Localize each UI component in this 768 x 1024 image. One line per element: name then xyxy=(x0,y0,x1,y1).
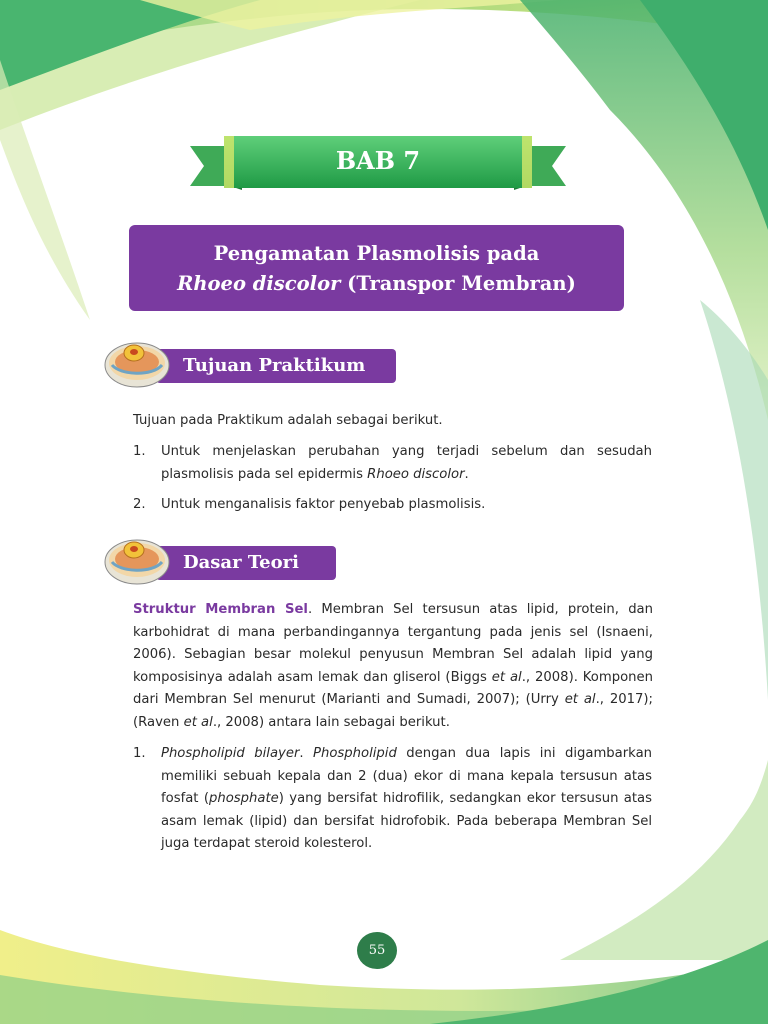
list-number: 1. xyxy=(133,746,146,761)
term-struktur-membran-sel: Struktur Membran Sel xyxy=(133,602,308,617)
cell-illustration-icon xyxy=(104,528,174,588)
list-item xyxy=(133,743,653,858)
list-item xyxy=(133,494,653,518)
list-number: 2. xyxy=(133,497,146,512)
chapter-title-line1: Pengamatan Plasmolisis pada xyxy=(213,242,540,265)
section-header-tujuan xyxy=(104,347,396,385)
chapter-title-box xyxy=(129,225,624,311)
dasar-teori-paragraph: Struktur Membran Sel. Membran Sel tersusun atas lipid, protein, dan karbohidrat di mana perbandingannya tergantung pada jenis sel (Isnaeni, 2006). Sebagian besar molekul penyusun Membran Sel adalah lipid yang komposisinya adalah asam lemak dan gliserol (Biggs et al., 2008). Komponen dari Membran Sel menurut (Marianti and Sumadi, 2007); (Urry et al., 2017); (Raven et al., 2008) antara lain sebagai berikut. xyxy=(133,602,654,730)
chapter-ribbon xyxy=(190,134,566,192)
list-item xyxy=(133,441,653,487)
section-header-dasar xyxy=(104,544,336,582)
cell-illustration-icon xyxy=(104,331,174,391)
tujuan-intro: Tujuan pada Praktikum adalah sebagai berikut. xyxy=(133,413,443,428)
list-text: Untuk menjelaskan perubahan yang terjadi sebelum dan sesudah plasmolisis pada sel epidermis Rhoeo discolor. xyxy=(161,444,652,482)
list-text: Untuk menganalisis faktor penyebab plasmolisis. xyxy=(161,497,486,512)
chapter-label: BAB 7 xyxy=(335,146,421,175)
section-title-tujuan: Tujuan Praktikum xyxy=(156,349,396,383)
page-number-badge: 55 xyxy=(357,932,397,969)
list-text: Phospholipid bilayer. Phospholipid dengan dua lapis ini digambarkan memiliki sebuah kepala dan 2 (dua) ekor di mana kepala tersusun atas fosfat (phosphate) yang bersifat hidrofilik, sedangkan ekor tersusun atas asam lemak (lipid) dan bersifat hidrofobik. Pada beberapa Membran Sel juga terdapat steroid kolesterol. xyxy=(161,746,653,851)
section-title-dasar: Dasar Teori xyxy=(156,546,336,580)
species-name: Rhoeo discolor xyxy=(177,272,341,295)
chapter-title-line2: Rhoeo discolor (Transpor Membran) xyxy=(177,272,576,295)
list-number: 1. xyxy=(133,444,146,459)
